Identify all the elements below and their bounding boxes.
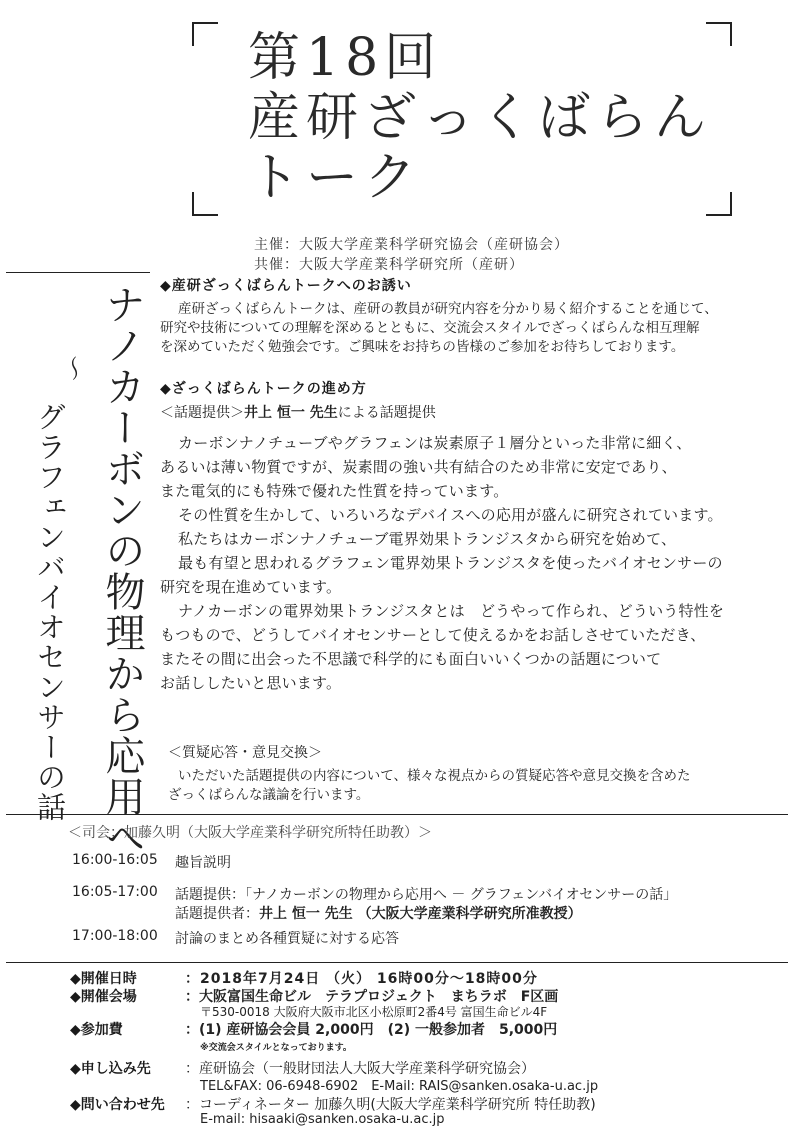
- speaker-name: 井上 恒一 先生: [244, 405, 338, 421]
- topic-provider-line: [160, 402, 436, 422]
- description-line: その性質を生かして、いろいろなデバイスへの応用が盛んに研究されています。: [178, 506, 723, 524]
- qa-heading: ＜質疑応答・意見交換＞: [168, 745, 322, 761]
- schedule-speaker-line: [175, 903, 582, 923]
- inquiry-label: ◆問い合わせ先: [70, 1097, 165, 1113]
- description-line: またその間に出会った不思議で科学的にも面白いいくつかの話題について: [160, 650, 662, 668]
- qa-line: ざっくばらんな議論を行います。: [168, 787, 370, 803]
- date-value: ：2018年7月24日 （火） 16時00分～18時00分: [185, 971, 538, 987]
- event-title-line-3: トーク: [248, 148, 423, 208]
- info-divider: [6, 962, 788, 963]
- section-divider: [6, 814, 788, 815]
- schedule-time: 16:05-17:00: [72, 884, 158, 900]
- apply-value: ：産研協会（一般財団法人大阪大学産業科学研究協会）: [185, 1061, 535, 1077]
- schedule-time: 16:00-16:05: [72, 852, 158, 868]
- invitation-heading: ◆産研ざっくばらんトークへのお誘い: [160, 278, 412, 294]
- description-line: カーボンナノチューブやグラフェンは炭素原子１層分といった非常に細く、: [178, 434, 692, 452]
- fee-label: ◆参加費: [70, 1022, 123, 1038]
- description-line: ナノカーボンの電界効果トランジスタとは どうやって作られ、どういう特性を: [178, 602, 725, 620]
- inquiry-email: E-mail: hisaaki@sanken.osaka-u.ac.jp: [200, 1112, 445, 1127]
- venue-value: ：大阪富国生命ビル テラプロジェクト まちラボ F区画: [185, 989, 559, 1005]
- qa-line: いただいた話題提供の内容について、様々な視点からの質疑応答や意見交換を含めた: [178, 768, 691, 784]
- description-line: また電気的にも特殊で優れた性質を持っています。: [160, 482, 509, 500]
- organizer-cohost: 共催：大阪大学産業科学研究所（産研）: [254, 257, 524, 273]
- schedule-time: 17:00-18:00: [72, 928, 158, 944]
- invitation-line: 研究や技術についての理解を深めるとともに、交流会スタイルでざっくばらんな相互理解: [160, 320, 700, 336]
- left-title-top-rule: [6, 272, 150, 273]
- description-line: 私たちはカーボンナノチューブ電界効果トランジスタから研究を始めて、: [178, 530, 677, 548]
- schedule-text: 討論のまとめ各種質疑に対する応答: [175, 931, 399, 947]
- fee-note: ※交流会スタイルとなっております。: [200, 1043, 352, 1053]
- vertical-title-main: ナノカーボンの物理から応用へ: [99, 284, 145, 858]
- description-line: 研究を現在進めています。: [160, 578, 342, 596]
- title-bracket-bottom-right: [706, 192, 732, 216]
- moderator-line: ＜司会：加藤久明（大阪大学産業科学研究所特任助教）＞: [68, 825, 432, 841]
- venue-address: 〒530-0018 大阪府大阪市北区小松原町2番4号 富国生命ビル4F: [200, 1005, 548, 1019]
- description-line: 最も有望と思われるグラフェン電界効果トランジスタを使ったバイオセンサーの: [178, 554, 723, 572]
- fee-value: ：(1) 産研協会会員 2,000円 (2) 一般参加者 5,000円: [185, 1022, 558, 1038]
- topic-suffix: による話題提供: [337, 405, 436, 421]
- invitation-line: を深めていただく勉強会です。ご興味をお持ちの皆様のご参加をお待ちしております。: [160, 339, 685, 355]
- speaker-detail: 井上 恒一 先生 （大阪大学産業科学研究所准教授）: [259, 906, 582, 922]
- event-title-line-1: 第18回: [248, 28, 443, 88]
- description-line: もつもので、どうしてバイオセンサーとして使えるかをお話しさせていただき、: [160, 626, 706, 644]
- vertical-title-sub: グラフェンバイオセンサーの話: [33, 402, 67, 822]
- apply-label: ◆申し込み先: [70, 1061, 151, 1077]
- proceed-heading: ◆ざっくばらんトークの進め方: [160, 381, 367, 397]
- apply-contact: TEL&FAX: 06-6948-6902 E-Mail: RAIS@sanken.osaka-u.ac.jp: [200, 1079, 599, 1094]
- inquiry-value: ：コーディネーター 加藤久明(大阪大学産業科学研究所 特任助教): [185, 1097, 596, 1113]
- description-line: あるいは薄い物質ですが、炭素間の強い共有結合のため非常に安定であり、: [160, 458, 677, 476]
- schedule-text: 話題提供：「ナノカーボンの物理から応用へ － グラフェンバイオセンサーの話」: [175, 887, 678, 903]
- topic-prefix: ＜話題提供＞: [160, 405, 244, 421]
- title-bracket-bottom-left: [192, 192, 218, 216]
- organizer-host: 主催：大阪大学産業科学研究協会（産研協会）: [254, 237, 569, 253]
- schedule-text: 趣旨説明: [175, 855, 231, 871]
- invitation-line: 産研ざっくばらんトークは、産研の教員が研究内容を分かり易く紹介することを通じて、: [178, 301, 718, 317]
- venue-label: ◆開催会場: [70, 989, 137, 1005]
- title-bracket-top-right: [706, 22, 732, 46]
- date-label: ◆開催日時: [70, 971, 137, 987]
- title-bracket-top-left: [192, 22, 218, 46]
- event-title-line-2: 産研ざっくばらん: [248, 88, 713, 148]
- speaker-label: 話題提供者：: [175, 906, 259, 922]
- vertical-title-dash: ～: [57, 355, 87, 381]
- description-line: お話ししたいと思います。: [160, 674, 342, 692]
